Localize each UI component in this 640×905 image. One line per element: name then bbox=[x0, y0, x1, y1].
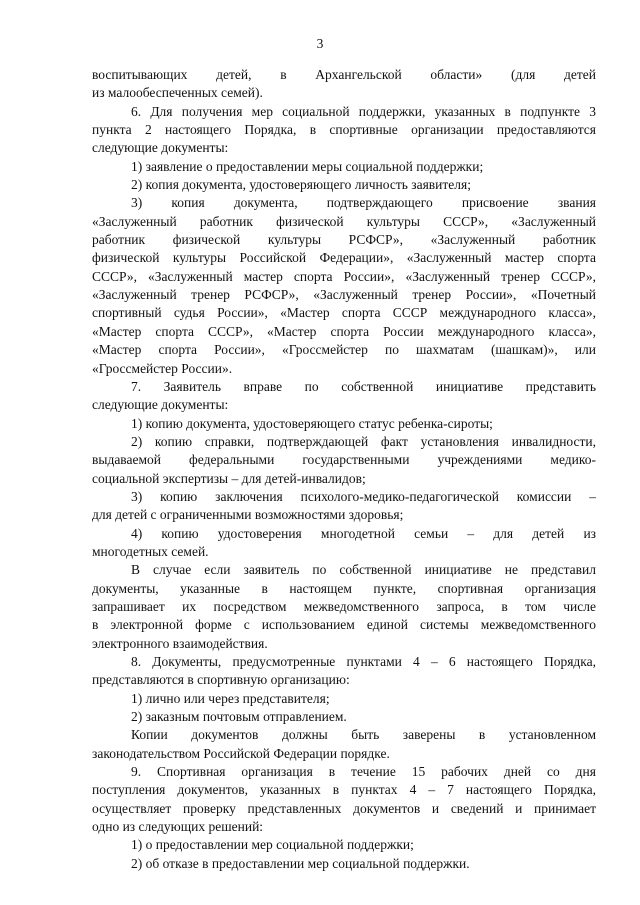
text-line: следующие документы: bbox=[92, 140, 229, 156]
text-line: следующие документы: bbox=[92, 397, 229, 413]
list-item: 1) копию документа, удостоверяющего статус ребенка-сироты; bbox=[131, 415, 493, 431]
paragraph-start: В случае если заявитель по собственной инициативе не представил bbox=[131, 562, 596, 578]
paragraph-6-start: 6. Для получения мер социальной поддержки, указанных в подпункте 3 bbox=[131, 103, 596, 119]
text-line: «Мастер спорта России», «Гроссмейстер по шахматам (шашкам)», или bbox=[92, 342, 596, 358]
list-item: 2) заказным почтовым отправлением. bbox=[131, 709, 347, 725]
paragraph-8-start: 8. Документы, предусмотренные пунктами 4 – 6 настоящего Порядка, bbox=[131, 654, 596, 669]
list-item: 2) копию справки, подтверждающей факт установления инвалидности, bbox=[131, 433, 596, 449]
text-line: выдаваемой федеральными государственными учреждениями медико- bbox=[92, 452, 596, 468]
list-item: 3) копию заключения психолого-медико-педагогической комиссии – bbox=[131, 488, 596, 504]
text-line: социальной экспертизы – для детей-инвалидов; bbox=[92, 470, 366, 486]
text-line: «Заслуженный работник физической культуры СССР», «Заслуженный bbox=[92, 213, 596, 229]
text-line: «Гроссмейстер России». bbox=[92, 360, 233, 376]
text-line: для детей с ограниченными возможностями здоровья; bbox=[92, 507, 404, 523]
text-line: одно из следующих решений: bbox=[92, 819, 264, 835]
text-line: СССР», «Заслуженный мастер спорта России», «Заслуженный тренер СССР», bbox=[92, 268, 596, 284]
paragraph-9-start: 9. Спортивная организация в течение 15 рабочих дней со дня bbox=[131, 764, 596, 780]
text-line: осуществляет проверку представленных документов и сведений и принимает bbox=[92, 800, 596, 816]
text-line: работник физической культуры РСФСР», «Заслуженный работник bbox=[92, 232, 596, 248]
list-item: 1) заявление о предоставлении меры социальной поддержки; bbox=[131, 158, 484, 174]
text-line: электронного взаимодействия. bbox=[92, 635, 268, 651]
text-line: многодетных семей. bbox=[92, 543, 209, 559]
list-item: 4) копию удостоверения многодетной семьи – для детей из bbox=[131, 525, 596, 541]
text-line: документы, указанные в настоящем пункте, спортивная организация bbox=[92, 580, 596, 596]
document-body bbox=[92, 66, 596, 873]
list-item: 1) лично или через представителя; bbox=[131, 690, 330, 706]
text-line: «Заслуженный тренер РСФСР», «Заслуженный тренер России», «Почетный bbox=[92, 287, 596, 303]
list-item: 1) о предоставлении мер социальной поддержки; bbox=[131, 837, 414, 853]
text-line: из малообеспеченных семей). bbox=[92, 85, 263, 101]
list-item: 2) об отказе в предоставлении мер социальной поддержки. bbox=[131, 855, 470, 871]
paragraph-7-start: 7. Заявитель вправе по собственной инициативе представить bbox=[131, 378, 596, 394]
text-line: запрашивает их посредством межведомственного запроса, в том числе bbox=[92, 598, 596, 614]
list-item: 2) копия документа, удостоверяющего личность заявителя; bbox=[131, 177, 471, 193]
text-line: «Мастер спорта СССР», «Мастер спорта России международного класса», bbox=[92, 323, 596, 339]
paragraph-start: Копии документов должны быть заверены в установленном bbox=[131, 727, 596, 743]
text-line: воспитывающих детей, в Архангельской области» (для детей bbox=[92, 67, 596, 82]
page-number: 3 bbox=[316, 36, 324, 51]
text-line: представляются в спортивную организацию: bbox=[92, 672, 350, 688]
text-line: физической культуры Российской Федерации», «Заслуженный мастер спорта bbox=[92, 250, 596, 266]
list-item: 3) копия документа, подтверждающего присвоение звания bbox=[131, 195, 596, 211]
text-line: пункта 2 настоящего Порядка, в спортивные организации предоставляются bbox=[92, 122, 596, 138]
text-line: поступления документов, указанных в пунктах 4 – 7 настоящего Порядка, bbox=[92, 782, 596, 798]
text-line: спортивный судья России», «Мастер спорта СССР международного класса», bbox=[92, 305, 596, 321]
text-line: в электронной форме с использованием единой системы межведомственного bbox=[92, 617, 596, 633]
text-line: законодательством Российской Федерации порядке. bbox=[92, 745, 390, 761]
